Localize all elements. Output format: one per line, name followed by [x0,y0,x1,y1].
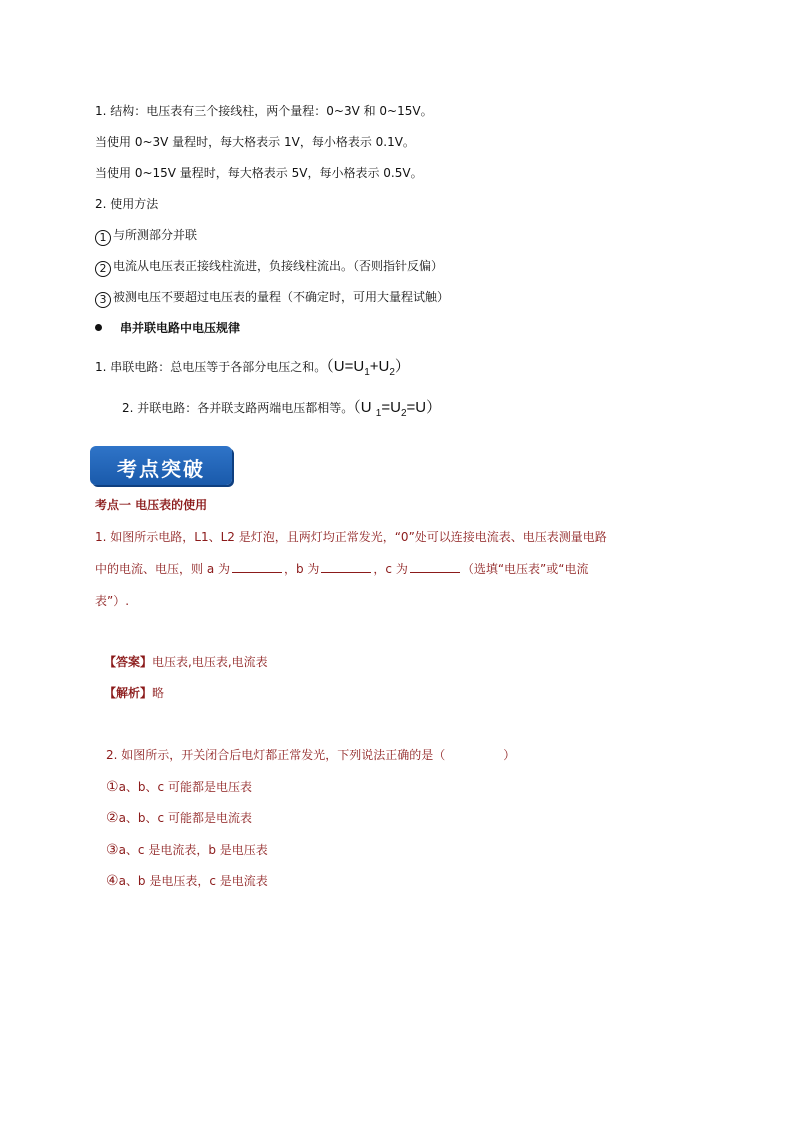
series-rule: 1. 串联电路：总电压等于各部分电压之和。$(U=U_1+U_2)$ [95,358,410,378]
analysis-line [104,685,164,701]
option-mark: ③ [106,842,119,858]
answer-blank-b [321,562,371,573]
circled-number: 3 [95,292,111,308]
usage-item-text: 被测电压不要超过电压表的量程（不确定时，可用大量程试触） [113,290,450,304]
section-banner [90,446,232,485]
q2-option-4[interactable]: ④a、b 是电压表，c 是电流表 [106,873,268,889]
answer-line [104,654,268,670]
law-heading: 串并联电路中电压规律 [95,320,240,336]
structure-text: 1. 结构：电压表有三个接线柱，两个量程：0~3V 和 0~15V。 [95,104,433,118]
banner-label: 考点突破 [117,457,205,481]
circled-number: 1 [95,230,111,246]
q2-option-2[interactable]: ②a、b、c 可能都是电流表 [106,810,252,826]
analysis-label: 【解析】 [104,686,153,700]
usage-item-text: 与所测部分并联 [113,228,198,242]
range-15v-text: 当使用 0~15V 量程时，每大格表示 5V，每小格表示 0.5V。 [95,166,423,180]
q2-option-3[interactable]: ③a、c 是电流表，b 是电压表 [106,842,268,858]
q2-option-1[interactable]: ①a、b、c 可能都是电压表 [106,779,252,795]
series-formula: $(U=U_1+U_2)$ [326,358,410,378]
option-mark: ② [106,810,119,826]
usage-title: 2. 使用方法 [95,197,159,211]
answer-blank-c [410,562,460,573]
circled-number: 2 [95,261,111,277]
answer-label: 【答案】 [104,655,153,669]
parallel-rule: 2. 并联电路：各并联支路两端电压都相等。（U $_1=U_2=U$） [122,399,442,419]
answer-value: 电压表,电压表,电流表 [152,655,268,669]
usage-item-3 [95,289,449,308]
usage-item-text: 电流从电压表正接线柱流进，负接线柱流出。（否则指针反偏） [113,259,444,273]
range-3v-text: 当使用 0~3V 量程时，每大格表示 1V，每小格表示 0.1V。 [95,135,415,149]
parallel-formula: （U $_1=U_2=U$） [353,399,442,419]
usage-item-1 [95,227,197,246]
option-mark: ④ [106,873,119,889]
q1-line-1: 1. 如图所示电路，L1、L2 是灯泡，且两灯均正常发光，“0”处可以连接电流表、电压表测量电路 [95,530,607,544]
bullet-icon [95,324,102,331]
q2-stem: 2. 如图所示，开关闭合后电灯都正常发光，下列说法正确的是（ ） [106,748,516,762]
usage-item-2 [95,258,443,277]
answer-blank-a [232,562,282,573]
option-mark: ① [106,779,119,795]
q1-line-3: 表”）. [95,594,130,608]
q1-line-2: 中的电流、电压，则 a 为 ，b 为 ，c 为 （选填“电压表”或“电流 [95,562,589,576]
analysis-value: 略 [152,686,165,700]
section-title: 考点一 电压表的使用 [95,498,208,512]
